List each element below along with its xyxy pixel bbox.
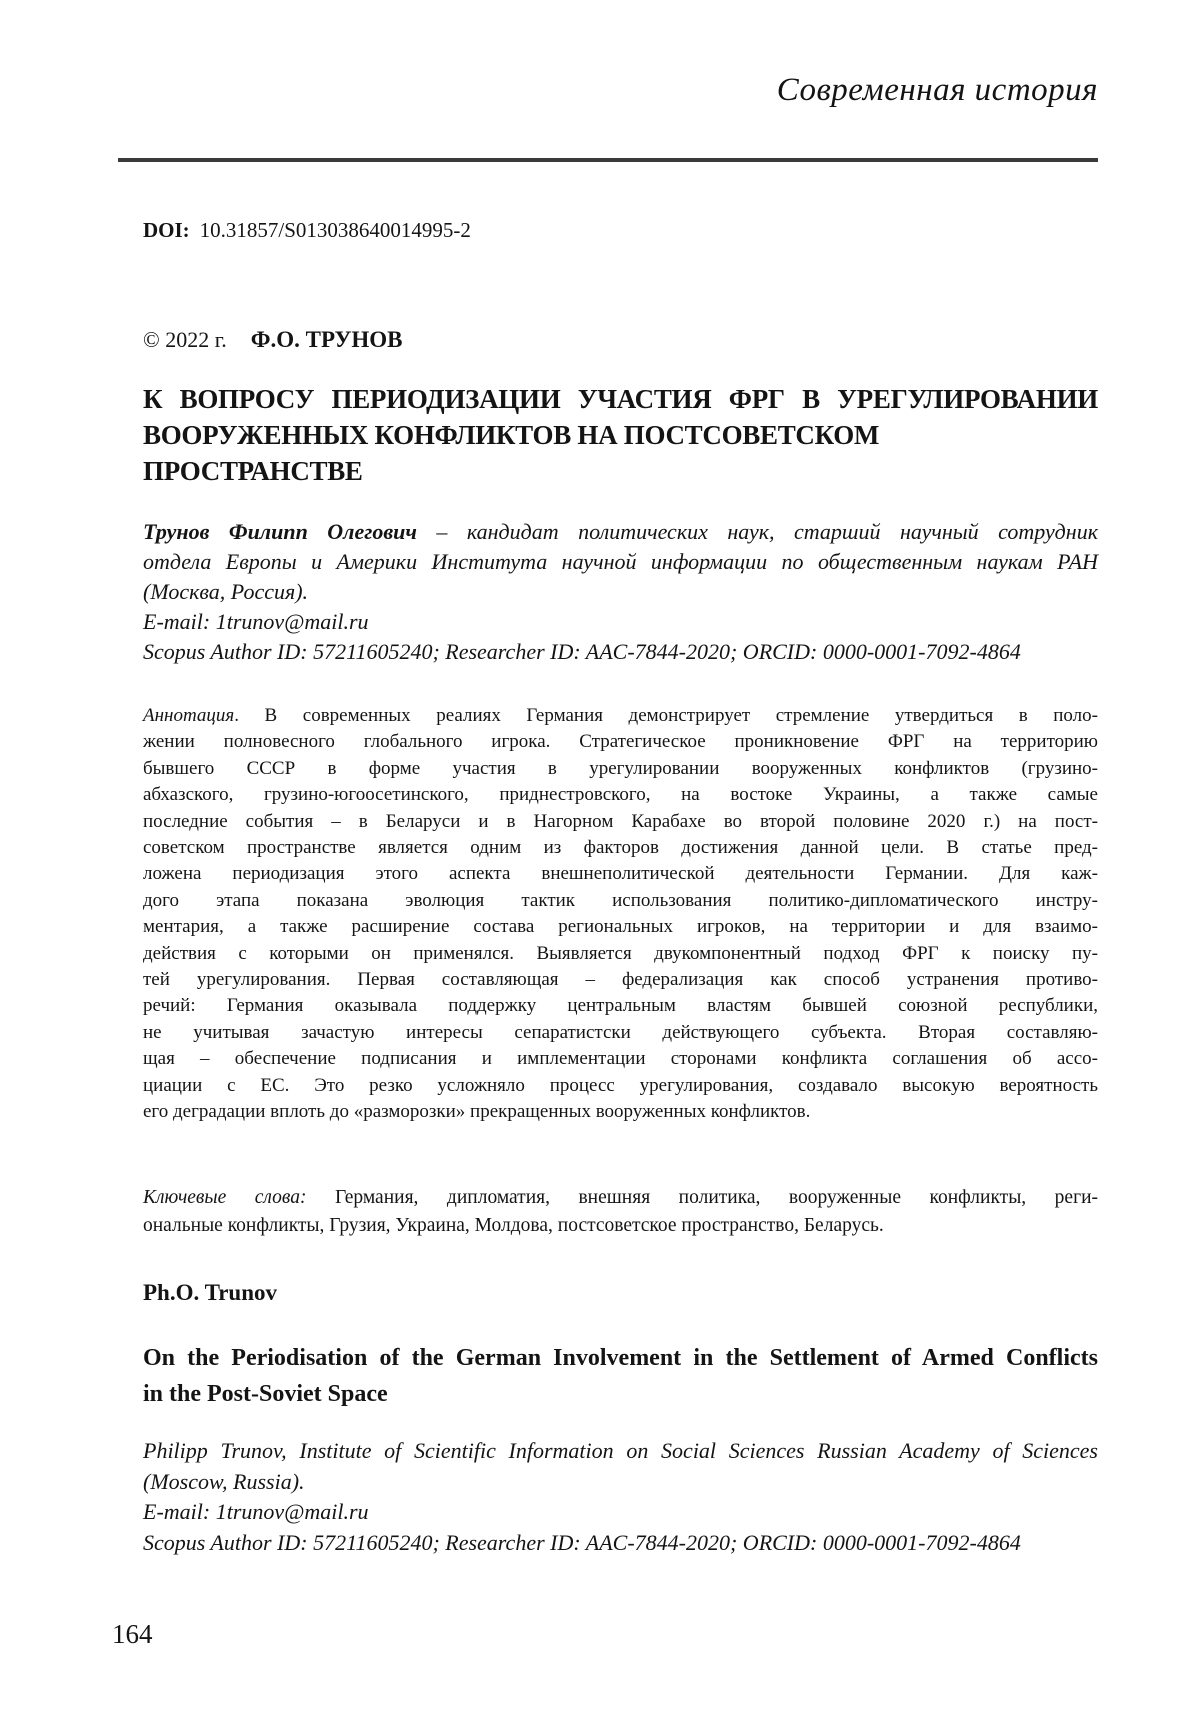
author-bio-line: отдела Европы и Америки Института научной информации по общественным наукам РАН <box>143 549 1098 574</box>
text-line: ПРОСТРАНСТВЕ <box>143 456 363 486</box>
author-name-ru-caps: Ф.О. ТРУНОВ <box>250 327 403 352</box>
affiliation-en <box>143 1436 1098 1558</box>
article-title-ru <box>143 381 1098 489</box>
keywords-first-line <box>143 1184 1098 1212</box>
text-line: циации с ЕС. Это резко усложняло процесс урегулирования, создавало высокую вероятность <box>143 1074 1098 1096</box>
email-line: E-mail: 1trunov@mail.ru <box>143 1499 369 1524</box>
author-bio-name: Трунов Филипп Олегович <box>143 519 417 544</box>
email-line: E-mail: 1trunov@mail.ru <box>143 609 369 634</box>
text-line: ментария, а также расширение состава региональных игроков, на территории и для взаимо- <box>143 916 1098 938</box>
abstract-label: Аннотация <box>143 705 235 726</box>
journal-section-header: Современная история <box>776 72 1098 108</box>
text-line: абхазского, грузино-югоосетинского, приднестровского, на востоке Украины, а также самые <box>143 784 1098 806</box>
text-line: бывшего СССР в форме участия в урегулировании вооруженных конфликтов (грузино- <box>143 757 1098 779</box>
page-number: 164 <box>112 1619 153 1649</box>
header-divider <box>118 158 1098 162</box>
abstract-first-line <box>143 703 1098 729</box>
keywords <box>143 1184 1098 1239</box>
doi-line <box>143 218 1098 243</box>
author-bio-degree: – кандидат политических наук, старший научный сотрудник <box>416 519 1098 544</box>
affiliation-line: (Moscow, Russia). <box>143 1468 305 1494</box>
text-line: ложена периодизация этого аспекта внешнеполитической деятельности Германии. Для каж- <box>143 863 1098 885</box>
keywords-label: Ключевые слова: <box>143 1187 307 1208</box>
author-bio-line <box>143 517 1098 547</box>
doi-value: 10.31857/S013038640014995-2 <box>199 218 471 242</box>
text-line: тей урегулирования. Первая составляющая – федерализация как способ устранения противо- <box>143 969 1098 991</box>
text-line: К ВОПРОСУ ПЕРИОДИЗАЦИИ УЧАСТИЯ ФРГ В УРЕГУЛИРОВАНИИ <box>143 384 1098 414</box>
abstract-first-text: . В современных реалиях Германия демонстрирует стремление утвердиться в поло- <box>234 705 1098 726</box>
copyright-line <box>143 327 1098 353</box>
affiliation-line: Philipp Trunov, Institute of Scientific Information on Social Sciences Russian Academy of Sciences <box>143 1438 1098 1463</box>
author-bio-ru <box>143 517 1098 667</box>
abstract <box>143 703 1098 1126</box>
text-line: On the Periodisation of the German Involvement in the Settlement of Armed Conflicts <box>143 1345 1098 1371</box>
author-name-en: Ph.O. Trunov <box>143 1280 277 1305</box>
keywords-first-text: Германия, дипломатия, внешняя политика, вооруженные конфликты, реги- <box>306 1187 1099 1208</box>
copyright-year: © 2022 г. <box>143 327 227 352</box>
text-line: советском пространстве является одним из факторов достижения данной цели. В статье пред- <box>143 837 1098 859</box>
abstract-last-line: его деградации вплоть до «разморозки» прекращенных вооруженных конфликтов. <box>143 1101 811 1123</box>
abstract-body <box>143 729 1098 1099</box>
text-line: действия с которыми он применялся. Выявляется двукомпонентный подход ФРГ к поиску пу- <box>143 942 1098 964</box>
text-line: жении полновесного глобального игрока. Стратегическое проникновение ФРГ на территорию <box>143 731 1098 753</box>
text-line: дого этапа показана эволюция тактик использования политико-дипломатического инстру- <box>143 889 1098 911</box>
ids-line: Scopus Author ID: 57211605240; Researcher ID: AAC-7844-2020; ORCID: 0000-0001-7092-4864 <box>143 639 1021 664</box>
doi-label: DOI: <box>143 218 190 242</box>
text-line: не учитывая зачастую интересы сепаратистски действующего субъекта. Вторая составляю- <box>143 1021 1098 1043</box>
ids-line: Scopus Author ID: 57211605240; Researcher ID: AAC-7844-2020; ORCID: 0000-0001-7092-4864 <box>143 1529 1021 1555</box>
text-line: ВООРУЖЕННЫХ КОНФЛИКТОВ НА ПОСТСОВЕТСКОМ <box>143 420 880 450</box>
text-line: in the Post-Soviet Space <box>143 1381 388 1407</box>
text-line: последние события – в Беларуси и в Нагорном Карабахе во второй половине 2020 г.) на пост- <box>143 810 1098 832</box>
keywords-last-line: ональные конфликты, Грузия, Украина, Молдова, постсоветское пространство, Беларусь. <box>143 1214 884 1236</box>
text-line: щая – обеспечение подписания и имплементации сторонами конфликта соглашения об ассо- <box>143 1048 1098 1070</box>
author-bio-line: (Москва, Россия). <box>143 579 309 604</box>
text-line: речий: Германия оказывала поддержку центральным властям бывшей союзной республики, <box>143 995 1098 1017</box>
article-title-en <box>143 1340 1098 1412</box>
